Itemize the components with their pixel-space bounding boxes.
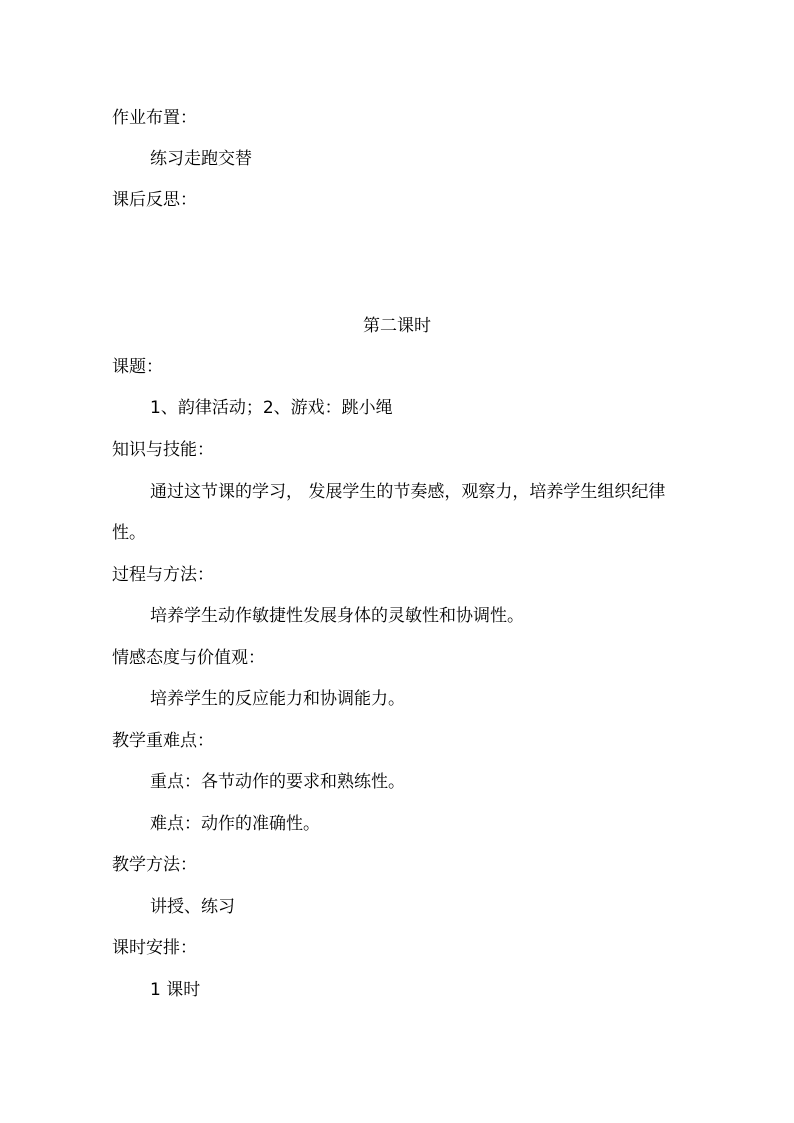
homework-heading: 作业布置：: [112, 108, 197, 128]
teaching-method-heading: 教学方法：: [112, 855, 197, 875]
knowledge-skills-content-line2: 性。: [112, 523, 146, 543]
homework-content: 练习走跑交替: [150, 149, 252, 169]
topic-heading: 课题：: [112, 357, 163, 377]
teaching-method-content: 讲授、练习: [150, 897, 235, 917]
knowledge-skills-content-line1: 通过这节课的学习， 发展学生的节奏感，观察力，培养学生组织纪律: [150, 482, 666, 502]
schedule-heading: 课时安排：: [112, 938, 197, 958]
difficult-point: 难点：动作的准确性。: [150, 814, 320, 834]
process-methods-heading: 过程与方法：: [112, 565, 214, 585]
reflection-heading: 课后反思：: [112, 190, 197, 210]
emotion-values-heading: 情感态度与价值观：: [112, 648, 265, 668]
topic-content: 1、韵律活动；2、游戏：跳小绳: [150, 398, 393, 418]
lesson-title: 第二课时: [363, 316, 431, 336]
process-methods-content: 培养学生动作敏捷性发展身体的灵敏性和协调性。: [150, 606, 524, 626]
key-point: 重点：各节动作的要求和熟练性。: [150, 772, 405, 792]
schedule-content: 1 课时: [150, 980, 201, 1000]
knowledge-skills-heading: 知识与技能：: [112, 440, 214, 460]
key-difficult-heading: 教学重难点：: [112, 731, 214, 751]
emotion-values-content: 培养学生的反应能力和协调能力。: [150, 689, 405, 709]
